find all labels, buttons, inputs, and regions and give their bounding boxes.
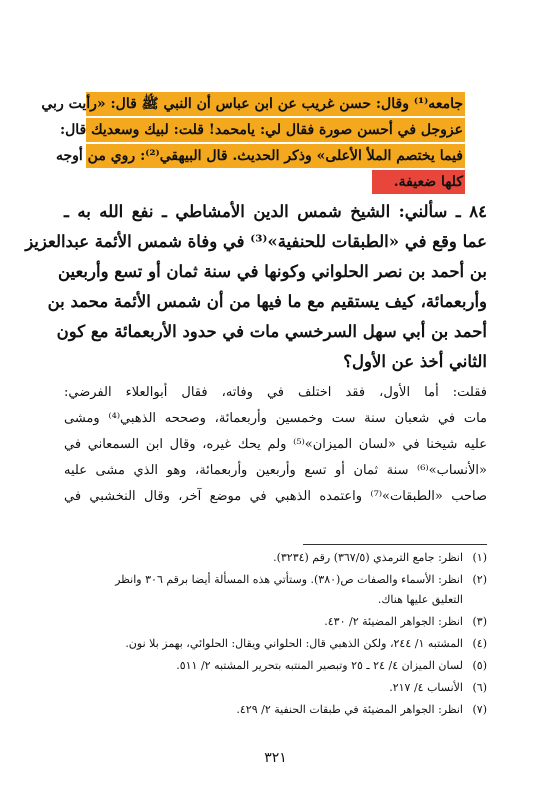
footnote-text: انظر: الأسماء والصفات ص(٣٨٠). وستأتي هذه المسألة أيضا برقم ٣٠٦ وانظر [115,573,463,586]
footnote-text: انظر: جامع الترمذي (٣٦٧/٥) رقم (٣٢٣٤). [273,551,463,564]
footnote-text: الأنساب ٤/ ٢١٧. [389,681,463,694]
footnote [90,656,487,676]
answer-line: صاحب «الطبقات»⁽⁷⁾ واعتمده الذهبي في موضع آخر، وقال النخشبي في [64,489,487,504]
footnote-divider [303,544,487,545]
question-line: الثاني أخذ عن الأول؟ [343,352,487,371]
page-number: ٣٢١ [264,750,287,766]
footnote-number: (٦) [472,681,487,694]
footnote-number: (١) [472,551,487,564]
footnote-text: التعليق عليها هناك. [377,593,463,606]
footnote-number: (٢) [472,573,487,586]
answer-line: عليه شيخنا في «لسان الميزان»⁽⁵⁾ ولم يحك غيره، وقال ابن السمعاني في [64,437,487,452]
footnote-text: المشتبه ١/ ٢٤٤، ولكن الذهبي قال: الحلواني ويقال: الحلوائي، بهمز بلا نون. [125,637,463,650]
highlighted-line: عزوجل في أحسن صورة فقال لي: يامحمد! قلت: لبيك وسعديك قال: [86,118,465,142]
footnote-text: لسان الميزان ٤/ ٢٤ ـ ٢٥ وتبصير المنتبه بتحرير المشتبه ٢/ ٥١١. [176,659,463,672]
question-line: أحمد بن أبي سهل السرخسي مات في حدود الأربعمائة مع كون [56,322,487,341]
footnote [90,570,487,590]
footnote-number: (٧) [472,703,487,716]
footnote [90,700,487,720]
footnote-text: انظر: الجواهر المضيئة ٢/ ٤٣٠. [324,615,463,628]
footnote [90,548,487,568]
footnote [90,678,487,698]
highlighted-line: فيما يختصم الملأ الأعلى» وذكر الحديث. قال البيهقي⁽²⁾: روي من أوجه [86,144,465,168]
question-line: ٨٤ ـ سألني: الشيخ شمس الدين الأمشاطي ـ نفع الله به ـ [64,202,487,221]
question-line: وأربعمائة، كيف يستقيم مع ما فيها من أن شمس الأئمة محمد بن [47,292,487,311]
footnote-number: (٤) [472,637,487,650]
highlighted-line: كلها ضعيفة. [372,170,465,194]
footnote [90,634,487,654]
footnote-continuation [90,590,463,610]
question-line: بن أحمد بن نصر الحلواني وكونها في سنة ثمان أو تسع وأربعين [57,262,487,281]
footnote-text: انظر: الجواهر المضيئة في طبقات الحنفية ٢/ ٤٢٩. [236,703,463,716]
highlighted-line: جامعه⁽¹⁾ وقال: حسن غريب عن ابن عباس أن النبي ﷺ قال: «رأيت ربي [86,92,465,116]
footnote [90,612,487,632]
answer-line: «الأنساب»⁽⁶⁾ سنة ثمان أو تسع وأربعين وأربعمائة، وهو الذي مشى عليه [64,463,487,478]
question-line: عما وقع في «الطبقات للحنفية»⁽³⁾ في وفاة شمس الأئمة عبدالعزيز [25,232,487,251]
footnote-number: (٣) [472,615,487,628]
answer-line: فقلت: أما الأول، فقد اختلف في وفاته، فقال أبوالعلاء الفرضي: [64,385,487,400]
answer-line: مات في شعبان سنة ست وخمسين وأربعمائة، وصححه الذهبي⁽⁴⁾ ومشى [64,411,487,426]
footnote-number: (٥) [472,659,487,672]
